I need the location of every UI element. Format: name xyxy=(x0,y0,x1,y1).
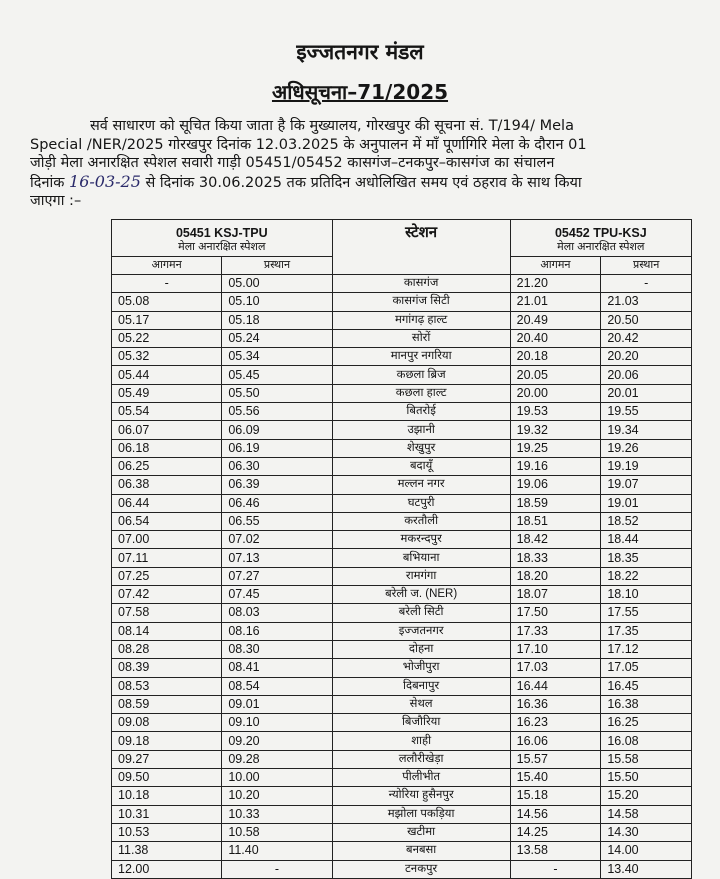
right-departure-cell: 18.52 xyxy=(601,512,692,530)
station-cell: टनकपुर xyxy=(332,860,510,878)
left-arrival-cell: 12.00 xyxy=(112,860,222,878)
left-arrival-cell: 06.07 xyxy=(112,421,222,439)
table-row xyxy=(112,750,692,768)
right-arrival-cell: 18.51 xyxy=(510,512,601,530)
table-row xyxy=(112,732,692,750)
table-row xyxy=(112,403,692,421)
right-arrival-cell: 20.05 xyxy=(510,366,601,384)
right-arrival-cell: 16.06 xyxy=(510,732,601,750)
left-departure-cell: 09.01 xyxy=(222,695,332,713)
right-departure-cell: 17.12 xyxy=(601,640,692,658)
left-arrival-cell: 07.42 xyxy=(112,586,222,604)
left-arrival-cell: 05.22 xyxy=(112,329,222,347)
station-cell: सोरों xyxy=(332,329,510,347)
timetable xyxy=(111,219,692,879)
station-cell: दोहना xyxy=(332,640,510,658)
handwritten-date: 16-03-25 xyxy=(69,171,141,191)
right-departure-cell: 20.42 xyxy=(601,329,692,347)
table-row xyxy=(112,384,692,402)
left-arrival-cell: 07.58 xyxy=(112,604,222,622)
left-arrival-cell: 05.17 xyxy=(112,311,222,329)
right-arrival-cell: 21.01 xyxy=(510,293,601,311)
station-cell: रामगंगा xyxy=(332,567,510,585)
left-departure-cell: 05.50 xyxy=(222,384,332,402)
right-arrival-cell: 16.36 xyxy=(510,695,601,713)
right-departure-cell: 17.35 xyxy=(601,622,692,640)
right-arrival-cell: 18.59 xyxy=(510,494,601,512)
right-departure-cell: 19.26 xyxy=(601,439,692,457)
station-cell: शाही xyxy=(332,732,510,750)
right-departure-cell: 21.03 xyxy=(601,293,692,311)
table-row xyxy=(112,787,692,805)
left-arrival-header: आगमन xyxy=(112,257,222,275)
station-cell: कासगंज सिटी xyxy=(332,293,510,311)
right-arrival-cell: 20.18 xyxy=(510,348,601,366)
table-row xyxy=(112,293,692,311)
station-cell: बरेली ज. (NER) xyxy=(332,586,510,604)
station-cell: बदायूँ xyxy=(332,457,510,475)
station-cell: कासगंज xyxy=(332,275,510,293)
station-cell: उझानी xyxy=(332,421,510,439)
table-row xyxy=(112,805,692,823)
left-departure-cell: 05.34 xyxy=(222,348,332,366)
right-arrival-cell: 20.00 xyxy=(510,384,601,402)
station-cell: दिबनापुर xyxy=(332,677,510,695)
table-row xyxy=(112,476,692,494)
table-row xyxy=(112,586,692,604)
right-arrival-cell: 16.23 xyxy=(510,714,601,732)
table-row xyxy=(112,860,692,878)
right-arrival-cell: 19.06 xyxy=(510,476,601,494)
left-departure-cell: - xyxy=(222,860,332,878)
left-departure-cell: 06.55 xyxy=(222,512,332,530)
station-cell: बरेली सिटी xyxy=(332,604,510,622)
intro-line-4-end: से दिनांक 30.06.2025 तक प्रतिदिन अधोलिखित समय एवं ठहराव के साथ किया xyxy=(140,174,582,191)
table-row xyxy=(112,842,692,860)
table-row xyxy=(112,512,692,530)
left-arrival-cell: 09.50 xyxy=(112,769,222,787)
table-row xyxy=(112,275,692,293)
left-train-header xyxy=(112,220,333,257)
left-arrival-cell: 05.44 xyxy=(112,366,222,384)
table-row xyxy=(112,823,692,841)
right-departure-cell: 14.30 xyxy=(601,823,692,841)
right-departure-cell: 15.20 xyxy=(601,787,692,805)
left-arrival-cell: 06.18 xyxy=(112,439,222,457)
right-arrival-cell: 15.57 xyxy=(510,750,601,768)
timetable-body xyxy=(112,275,692,879)
left-departure-cell: 06.19 xyxy=(222,439,332,457)
left-arrival-cell: 08.53 xyxy=(112,677,222,695)
left-departure-cell: 08.54 xyxy=(222,677,332,695)
left-departure-cell: 05.24 xyxy=(222,329,332,347)
right-departure-cell: 14.00 xyxy=(601,842,692,860)
table-row xyxy=(112,531,692,549)
left-arrival-cell: 09.08 xyxy=(112,714,222,732)
right-train-header xyxy=(510,220,691,257)
left-arrival-cell: 06.44 xyxy=(112,494,222,512)
left-departure-cell: 10.58 xyxy=(222,823,332,841)
right-arrival-cell: 17.03 xyxy=(510,659,601,677)
left-arrival-cell: 06.38 xyxy=(112,476,222,494)
table-row xyxy=(112,366,692,384)
right-departure-cell: 13.40 xyxy=(601,860,692,878)
station-cell: कछला ब्रिज xyxy=(332,366,510,384)
left-departure-cell: 07.27 xyxy=(222,567,332,585)
left-departure-cell: 05.45 xyxy=(222,366,332,384)
right-departure-cell: 14.58 xyxy=(601,805,692,823)
right-arrival-cell: 18.07 xyxy=(510,586,601,604)
table-row xyxy=(112,329,692,347)
right-arrival-cell: 14.25 xyxy=(510,823,601,841)
right-departure-header: प्रस्थान xyxy=(601,257,692,275)
left-departure-cell: 07.13 xyxy=(222,549,332,567)
left-departure-cell: 05.18 xyxy=(222,311,332,329)
right-arrival-cell: 18.20 xyxy=(510,567,601,585)
left-arrival-cell: 07.00 xyxy=(112,531,222,549)
right-arrival-cell: 19.53 xyxy=(510,403,601,421)
station-cell: शेखुपुर xyxy=(332,439,510,457)
left-arrival-cell: 08.39 xyxy=(112,659,222,677)
right-departure-cell: 17.55 xyxy=(601,604,692,622)
table-row xyxy=(112,695,692,713)
station-cell: कछला हाल्ट xyxy=(332,384,510,402)
timetable-header xyxy=(112,220,692,257)
left-arrival-cell: 10.31 xyxy=(112,805,222,823)
left-train-desc: मेला अनारक्षित स्पेशल xyxy=(178,241,266,253)
station-cell: मल्लन नगर xyxy=(332,476,510,494)
table-row xyxy=(112,659,692,677)
left-arrival-cell: 05.08 xyxy=(112,293,222,311)
table-row xyxy=(112,549,692,567)
left-arrival-cell: 07.25 xyxy=(112,567,222,585)
right-arrival-cell: 17.10 xyxy=(510,640,601,658)
left-arrival-cell: 08.28 xyxy=(112,640,222,658)
station-cell: मगांगढ़ हाल्ट xyxy=(332,311,510,329)
intro-paragraph xyxy=(30,117,695,211)
left-departure-cell: 08.30 xyxy=(222,640,332,658)
table-row xyxy=(112,311,692,329)
left-arrival-cell: 05.32 xyxy=(112,348,222,366)
intro-line-3: जोड़ी मेला अनारक्षित स्पेशल सवारी गाड़ी 05451/05452 कासगंज–टनकपुर–कासगंज का संचालन xyxy=(30,155,555,171)
station-cell: बभियाना xyxy=(332,549,510,567)
right-departure-cell: 20.01 xyxy=(601,384,692,402)
station-cell: न्योरिया हुसैनपुर xyxy=(332,787,510,805)
right-departure-cell: 19.55 xyxy=(601,403,692,421)
right-departure-cell: 18.35 xyxy=(601,549,692,567)
right-arrival-cell: 19.32 xyxy=(510,421,601,439)
right-arrival-cell: 19.16 xyxy=(510,457,601,475)
left-departure-cell: 08.41 xyxy=(222,659,332,677)
left-arrival-cell: 08.59 xyxy=(112,695,222,713)
right-arrival-cell: 18.42 xyxy=(510,531,601,549)
left-arrival-cell: 10.18 xyxy=(112,787,222,805)
left-departure-cell: 09.10 xyxy=(222,714,332,732)
left-departure-cell: 05.56 xyxy=(222,403,332,421)
table-row xyxy=(112,457,692,475)
left-arrival-cell: 05.49 xyxy=(112,384,222,402)
intro-line-2: Special /NER/2025 गोरखपुर दिनांक 12.03.2025 के अनुपालन में माँ पूर्णागिरि मेला के दौरान 01 xyxy=(30,136,587,153)
right-departure-cell: 20.20 xyxy=(601,348,692,366)
right-departure-cell: 20.06 xyxy=(601,366,692,384)
left-departure-cell: 08.03 xyxy=(222,604,332,622)
right-arrival-cell: 21.20 xyxy=(510,275,601,293)
left-departure-header: प्रस्थान xyxy=(222,257,332,275)
right-train-number: 05452 TPU-KSJ xyxy=(554,226,647,240)
right-arrival-cell: - xyxy=(510,860,601,878)
station-cell: बितरोई xyxy=(332,403,510,421)
notice-number: अधिसूचना–71/2025 xyxy=(271,80,449,104)
intro-line-4 xyxy=(30,173,695,193)
intro-line-4-start: दिनांक xyxy=(30,174,70,191)
left-arrival-cell: 10.53 xyxy=(112,823,222,841)
left-arrival-cell: 08.14 xyxy=(112,622,222,640)
station-cell: मझोला पकड़िया xyxy=(332,805,510,823)
left-departure-cell: 09.20 xyxy=(222,732,332,750)
left-departure-cell: 07.45 xyxy=(222,586,332,604)
right-departure-cell: 16.08 xyxy=(601,732,692,750)
right-arrival-cell: 13.58 xyxy=(510,842,601,860)
table-row xyxy=(112,604,692,622)
right-departure-cell: 15.58 xyxy=(601,750,692,768)
table-row xyxy=(112,421,692,439)
station-cell: सेथल xyxy=(332,695,510,713)
table-row xyxy=(112,677,692,695)
right-departure-cell: 19.01 xyxy=(601,494,692,512)
right-arrival-cell: 14.56 xyxy=(510,805,601,823)
left-departure-cell: 09.28 xyxy=(222,750,332,768)
table-row xyxy=(112,640,692,658)
left-arrival-cell: 11.38 xyxy=(112,842,222,860)
right-train-desc: मेला अनारक्षित स्पेशल xyxy=(557,241,645,253)
right-departure-cell: 17.05 xyxy=(601,659,692,677)
left-departure-cell: 06.46 xyxy=(222,494,332,512)
left-departure-cell: 06.09 xyxy=(222,421,332,439)
right-arrival-cell: 17.50 xyxy=(510,604,601,622)
right-arrival-header: आगमन xyxy=(510,257,601,275)
station-cell: ललौरीखेड़ा xyxy=(332,750,510,768)
left-train-number: 05451 KSJ-TPU xyxy=(175,226,268,240)
station-cell: इज्जतनगर xyxy=(332,622,510,640)
right-arrival-cell: 17.33 xyxy=(510,622,601,640)
left-arrival-cell: 06.25 xyxy=(112,457,222,475)
left-arrival-cell: 05.54 xyxy=(112,403,222,421)
left-departure-cell: 10.33 xyxy=(222,805,332,823)
station-cell: बनबसा xyxy=(332,842,510,860)
right-arrival-cell: 20.40 xyxy=(510,329,601,347)
table-row xyxy=(112,714,692,732)
table-row xyxy=(112,494,692,512)
left-arrival-cell: 06.54 xyxy=(112,512,222,530)
table-row xyxy=(112,348,692,366)
right-arrival-cell: 15.40 xyxy=(510,769,601,787)
right-departure-cell: 18.44 xyxy=(601,531,692,549)
station-cell: बिजौरिया xyxy=(332,714,510,732)
right-arrival-cell: 15.18 xyxy=(510,787,601,805)
station-cell: पीलीभीत xyxy=(332,769,510,787)
left-departure-cell: 06.39 xyxy=(222,476,332,494)
left-departure-cell: 11.40 xyxy=(222,842,332,860)
right-departure-cell: 18.22 xyxy=(601,567,692,585)
left-departure-cell: 05.10 xyxy=(222,293,332,311)
intro-line-5: जाएगा :– xyxy=(30,193,82,209)
left-arrival-cell: 09.27 xyxy=(112,750,222,768)
right-departure-cell: 19.07 xyxy=(601,476,692,494)
station-cell: भोजीपुरा xyxy=(332,659,510,677)
table-row xyxy=(112,769,692,787)
right-departure-cell: 19.34 xyxy=(601,421,692,439)
station-cell: मकरन्दपुर xyxy=(332,531,510,549)
left-arrival-cell: 07.11 xyxy=(112,549,222,567)
notice-title xyxy=(0,78,720,105)
left-arrival-cell: 09.18 xyxy=(112,732,222,750)
right-departure-cell: - xyxy=(601,275,692,293)
right-departure-cell: 20.50 xyxy=(601,311,692,329)
station-cell: मानपुर नगरिया xyxy=(332,348,510,366)
left-departure-cell: 05.00 xyxy=(222,275,332,293)
station-cell: करतौली xyxy=(332,512,510,530)
right-arrival-cell: 18.33 xyxy=(510,549,601,567)
division-title: इज्जतनगर मंडल xyxy=(296,40,424,64)
station-header: स्टेशन xyxy=(332,220,510,275)
left-departure-cell: 07.02 xyxy=(222,531,332,549)
table-row xyxy=(112,622,692,640)
right-arrival-cell: 20.49 xyxy=(510,311,601,329)
left-departure-cell: 08.16 xyxy=(222,622,332,640)
right-departure-cell: 15.50 xyxy=(601,769,692,787)
left-arrival-cell: - xyxy=(112,275,222,293)
station-cell: खटीमा xyxy=(332,823,510,841)
intro-line-1: सर्व साधारण को सूचित किया जाता है कि मुख्यालय, गोरखपुर की सूचना सं. T/194/ Mela xyxy=(90,118,574,134)
table-row xyxy=(112,439,692,457)
right-departure-cell: 16.25 xyxy=(601,714,692,732)
left-departure-cell: 10.00 xyxy=(222,769,332,787)
left-departure-cell: 10.20 xyxy=(222,787,332,805)
right-departure-cell: 19.19 xyxy=(601,457,692,475)
right-arrival-cell: 19.25 xyxy=(510,439,601,457)
right-departure-cell: 18.10 xyxy=(601,586,692,604)
left-departure-cell: 06.30 xyxy=(222,457,332,475)
station-cell: घटपुरी xyxy=(332,494,510,512)
right-departure-cell: 16.45 xyxy=(601,677,692,695)
right-arrival-cell: 16.44 xyxy=(510,677,601,695)
table-row xyxy=(112,567,692,585)
right-departure-cell: 16.38 xyxy=(601,695,692,713)
